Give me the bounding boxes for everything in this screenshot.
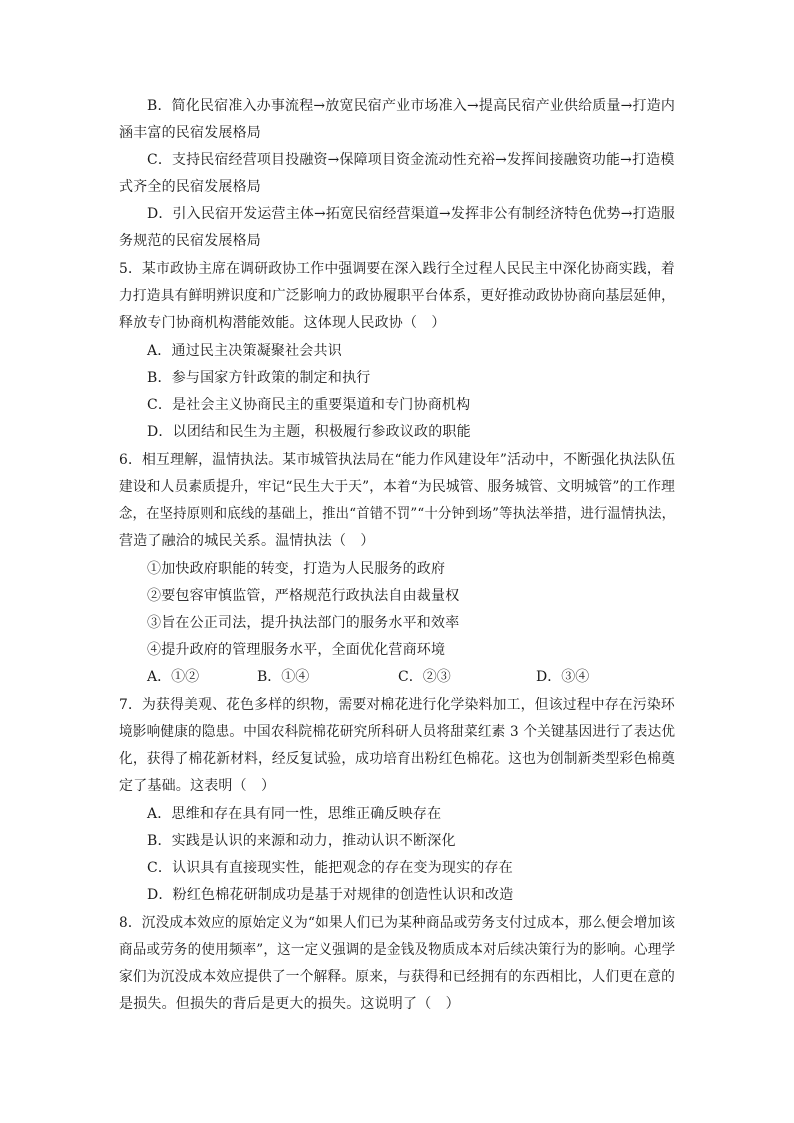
q7-option-d: D．粉红色棉花研制成功是基于对规律的创造性认识和改造 (147, 887, 514, 903)
q6-option-a: A．①② (147, 669, 200, 685)
q5-option-c: C．是社会主义协商民主的重要渠道和专门协商机构 (147, 397, 471, 413)
q7-option-a: A．思维和存在具有同一性，思维正确反映存在 (147, 806, 442, 822)
q7-stem-line3: 化，获得了棉花新材料，经反复试验，成功培育出粉红色棉花。这也为创制新类型彩色棉奠 (119, 751, 675, 767)
q6-stem-line3: 念，在坚持原则和底线的基础上，推出“首错不罚”“十分钟到场”等执法举措，进行温情执法， (119, 506, 676, 522)
q4-option-c-line1: C．支持民宿经营项目投融资→保障项目资金流动性充裕→发挥间接融资功能→打造模 (147, 152, 675, 168)
q6-options-row (147, 667, 667, 687)
q5-stem-line2: 力打造具有鲜明辨识度和广泛影响力的政协履职平台体系，更好推动政协协商向基层延伸， (119, 288, 675, 304)
q4-option-d-line2: 务规范的民宿发展格局 (119, 233, 261, 249)
q8-stem-line4: 是损失。但损失的背后是更大的损失。这说明了（ ） (119, 996, 460, 1012)
q6-option-b: B．①④ (257, 669, 310, 685)
q6-option-d: D．③④ (536, 669, 590, 685)
q5-option-b: B．参与国家方针政策的制定和执行 (147, 370, 371, 386)
q6-stem-line2: 建设和人员素质提升，牢记“民生大于天”，本着“为民城管、服务城管、文明城管”的工作理 (119, 479, 676, 495)
q8-stem-line3: 家们为沉没成本效应提供了一个解释。原来，与获得和已经拥有的东西相比，人们更在意的 (119, 969, 675, 985)
q5-stem-line1: 5．某市政协主席在调研政协工作中强调要在深入践行全过程人民民主中深化协商实践，着 (119, 261, 675, 277)
q7-option-b: B．实践是认识的来源和动力，推动认识不断深化 (147, 833, 456, 849)
q6-statement-2: ②要包容审慎监管，严格规范行政执法自由裁量权 (147, 588, 460, 604)
q7-stem-line1: 7．为获得美观、花色多样的织物，需要对棉花进行化学染料加工，但该过程中存在污染环 (119, 697, 675, 713)
q4-option-b-line1: B．简化民宿准入办事流程→放宽民宿产业市场准入→提高民宿产业供给质量→打造内 (147, 98, 676, 114)
q7-stem-line2: 境影响健康的隐患。中国农科院棉花研究所科研人员将甜菜红素 3 个关键基因进行了表达优 (119, 724, 676, 740)
q5-option-a: A．通过民主决策凝聚社会共识 (147, 343, 342, 359)
q4-option-d-line1: D．引入民宿开发运营主体→拓宽民宿经营渠道→发挥非公有制经济特色优势→打造服 (147, 206, 676, 222)
q7-stem-line4: 定了基础。这表明（ ） (119, 778, 276, 794)
q5-stem-line3: 释放专门协商机构潜能效能。这体现人民政协（ ） (119, 315, 446, 331)
q5-option-d: D．以团结和民生为主题，积极履行参政议政的职能 (147, 424, 471, 440)
q6-statement-3: ③旨在公正司法，提升执法部门的服务水平和效率 (147, 615, 460, 631)
q4-option-c-line2: 式齐全的民宿发展格局 (119, 179, 261, 195)
q6-option-c: C．②③ (398, 669, 451, 685)
q6-statement-4: ④提升政府的管理服务水平，全面优化营商环境 (147, 642, 446, 658)
q4-option-b-line2: 涵丰富的民宿发展格局 (119, 125, 261, 141)
q7-option-c: C．认识具有直接现实性，能把观念的存在变为现实的存在 (147, 860, 513, 876)
q6-stem-line4: 营造了融洽的城民关系。温情执法（ ） (119, 533, 375, 549)
q8-stem-line1: 8．沉没成本效应的原始定义为“如果人们已为某种商品或劳务支付过成本，那么便会增加该 (119, 915, 676, 931)
q6-statement-1: ①加快政府职能的转变，打造为人民服务的政府 (147, 561, 446, 577)
q6-stem-line1: 6．相互理解，温情执法。某市城管执法局在“能力作风建设年”活动中，不断强化执法队伍 (119, 452, 676, 468)
q8-stem-line2: 商品或劳务的使用频率”，这一定义强调的是金钱及物质成本对后续决策行为的影响。心理学 (119, 942, 676, 958)
